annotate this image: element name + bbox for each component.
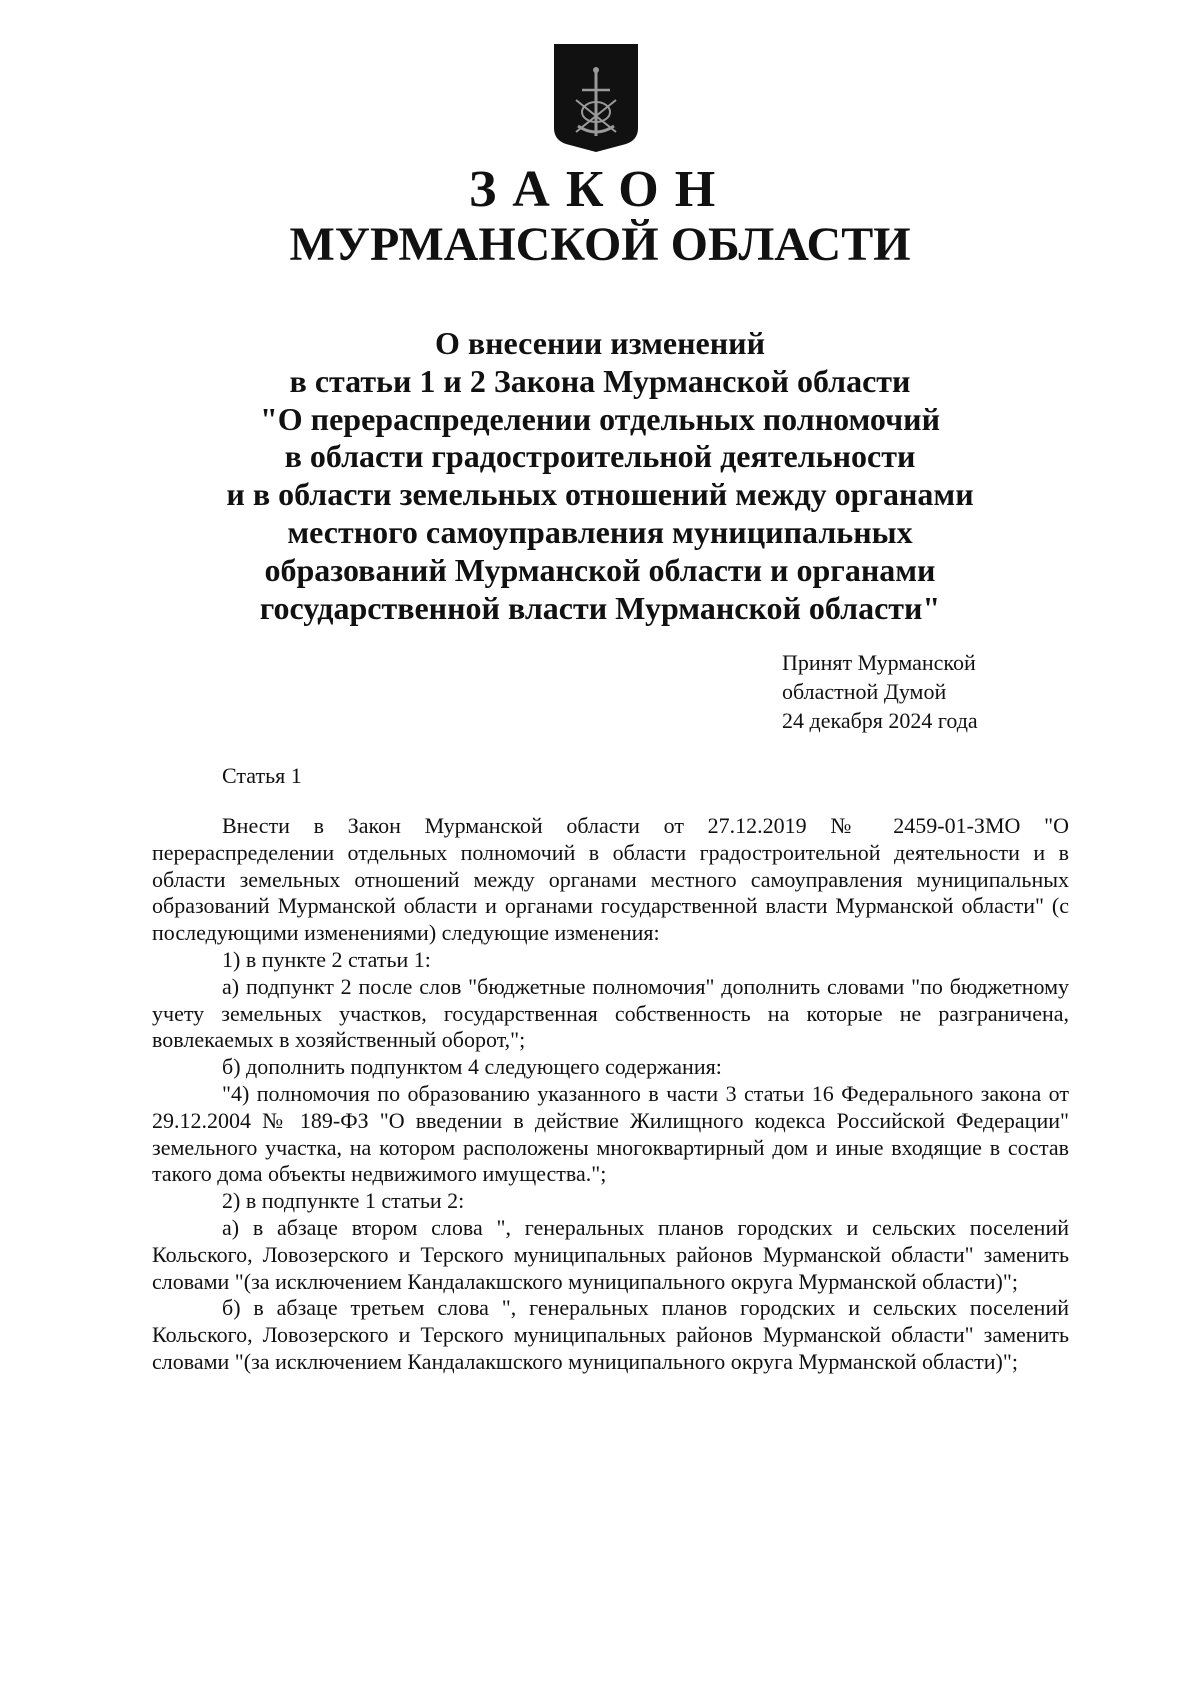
body-paragraph: Внести в Закон Мурманской области от 27.12.2019 № 2459-01-ЗМО "О перераспределении отдельных полномочий в области градостроительной деятельности и в области земельных отношений между органами местного самоуправления муниципальных образований Мурманской области и органами государственной власти Мурманской области" (с последующими изменениями) следующие изменения: xyxy=(152,813,1069,946)
body-paragraph: "4) полномочия по образованию указанного в части 3 статьи 16 Федерального закона от 29.12.2004 № 189-ФЗ "О введении в действие Жилищного кодекса Российской Федерации" земельного участка, на котором расположены многоквартирный дом и иные входящие в состав такого дома объекты недвижимого имущества."; xyxy=(152,1080,1069,1187)
adoption-note xyxy=(782,648,978,735)
title-line: местного самоуправления муниципальных xyxy=(287,513,913,550)
title-line: О внесении изменений xyxy=(434,325,766,361)
adoption-line: областной Думой xyxy=(782,679,947,704)
adoption-line: Принят Мурманской xyxy=(782,650,976,675)
body-paragraph: 1) в пункте 2 статьи 1: xyxy=(222,946,431,972)
body-paragraph: а) в абзаце втором слова ", генеральных планов городских и сельских поселений Кольского, Ловозерского и Терского муниципальных районов Мурманской области" заменить словами "(за исключением Кандалакшского муниципального округа Мурманской области)"; xyxy=(152,1214,1069,1294)
region-heading: МУРМАНСКОЙ ОБЛАСТИ xyxy=(289,218,911,271)
murmansk-coat-of-arms-icon xyxy=(552,42,640,154)
title-line: в области градостроительной деятельности xyxy=(284,438,916,475)
title-line: "О перераспределении отдельных полномочий xyxy=(260,400,940,437)
body-paragraph: 2) в подпункте 1 статьи 2: xyxy=(222,1188,465,1214)
article-body xyxy=(152,813,1069,1376)
title-line: в статьи 1 и 2 Закона Мурманской области xyxy=(289,362,911,399)
adoption-date: 24 декабря 2024 года xyxy=(782,708,978,733)
title-line: и в области земельных отношений между органами xyxy=(226,476,974,513)
title-line: государственной власти Мурманской области" xyxy=(259,589,941,626)
body-paragraph: а) подпункт 2 после слов "бюджетные полномочия" дополнить словами "по бюджетному учету земельных участков, государственная собственность на которые не разграничена, вовлекаемых в хозяйственный оборот,"; xyxy=(152,973,1069,1053)
article-heading: Статья 1 xyxy=(222,763,302,788)
body-paragraph: б) дополнить подпунктом 4 следующего содержания: xyxy=(222,1054,722,1080)
title-line: образований Мурманской области и органами xyxy=(264,551,936,588)
document-title xyxy=(150,325,1050,627)
body-paragraph: б) в абзаце третьем слова ", генеральных планов городских и сельских поселений Кольского, Ловозерского и Терского муниципальных районов Мурманской области" заменить словами "(за исключением Кандалакшского муниципального округа Мурманской области)"; xyxy=(152,1295,1069,1374)
law-heading: ЗАКОН xyxy=(468,161,732,218)
